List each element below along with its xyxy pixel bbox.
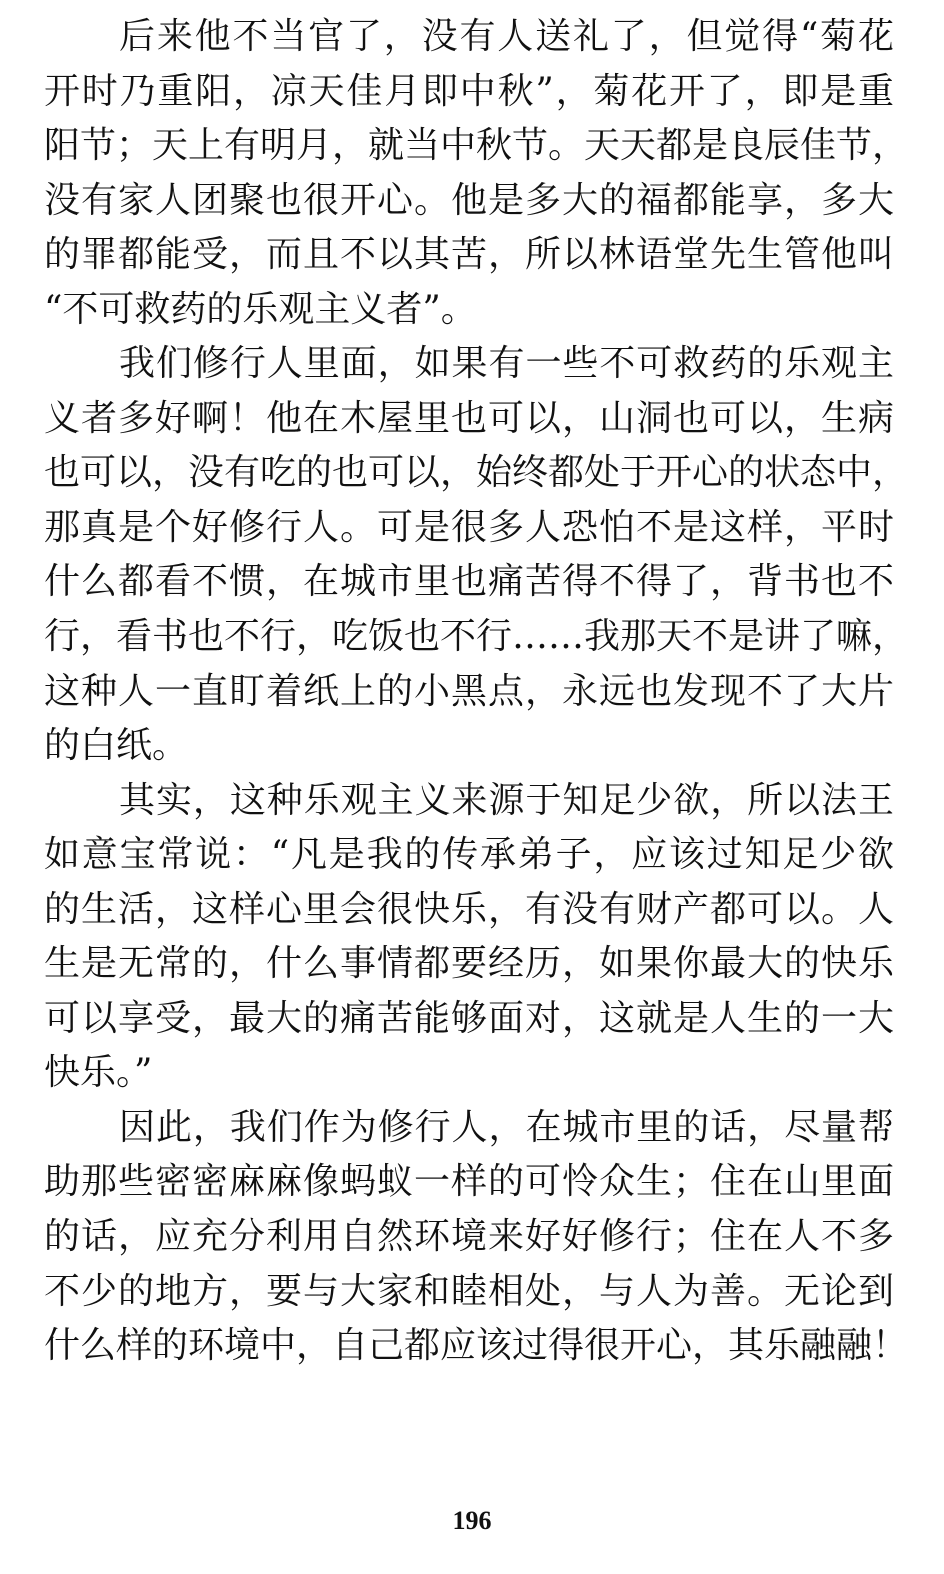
text-line: 可以享受，最大的痛苦能够面对，这就是人生的一大 <box>44 997 894 1039</box>
text-line: 如意宝常说：“凡是我的传承弟子，应该过知足少欲 <box>44 834 894 876</box>
text-line: 什么样的环境中，自己都应该过得很开心，其乐融融！ <box>44 1325 909 1367</box>
text-line: 生是无常的，什么事情都要经历，如果你最大的快乐 <box>44 943 894 985</box>
text-line: 没有家人团聚也很开心。他是多大的福都能享，多大 <box>44 179 894 221</box>
text-line: 后来他不当官了，没有人送礼了，但觉得“菊花 <box>119 16 894 57</box>
text-line: 不少的地方，要与大家和睦相处，与人为善。无论到 <box>44 1270 894 1312</box>
text-line: 的罪都能受，而且不以其苦，所以林语堂先生管他叫 <box>44 234 894 276</box>
paragraph-3 <box>44 774 894 1101</box>
paragraph-4 <box>44 1101 909 1374</box>
text-line: 的生活，这样心里会很快乐，有没有财产都可以。人 <box>44 888 894 930</box>
text-line: 行，看书也不行，吃饭也不行……我那天不是讲了嘛， <box>44 616 909 658</box>
text-line: 其实，这种乐观主义来源于知足少欲，所以法王 <box>119 779 894 821</box>
text-line: 我们修行人里面，如果有一些不可救药的乐观主 <box>119 343 894 385</box>
text-line: 助那些密密麻麻像蚂蚁一样的可怜众生；住在山里面 <box>44 1161 894 1203</box>
text-line: “不可救药的乐观主义者”。 <box>44 288 477 330</box>
text-line: 的话，应充分利用自然环境来好好修行；住在人不多 <box>44 1216 894 1258</box>
page-number: 196 <box>452 1506 492 1535</box>
text-line: 也可以，没有吃的也可以，始终都处于开心的状态中， <box>44 452 909 494</box>
paragraph-1 <box>44 10 909 337</box>
text-line: 因此，我们作为修行人，在城市里的话，尽量帮 <box>119 1106 894 1148</box>
text-line: 阳节；天上有明月，就当中秋节。天天都是良辰佳节， <box>44 125 909 167</box>
body-text <box>44 10 909 1374</box>
text-line: 的白纸。 <box>44 725 189 767</box>
text-line: 开时乃重阳，凉天佳月即中秋”，菊花开了，即是重 <box>44 70 894 112</box>
paragraph-2 <box>44 337 909 773</box>
text-line: 那真是个好修行人。可是很多人恐怕不是这样，平时 <box>44 506 894 548</box>
text-line: 义者多好啊！他在木屋里也可以，山洞也可以，生病 <box>44 397 894 439</box>
text-line: 什么都看不惯，在城市里也痛苦得不得了，背书也不 <box>44 561 894 603</box>
text-line: 这种人一直盯着纸上的小黑点，永远也发现不了大片 <box>44 670 894 712</box>
text-line: 快乐。” <box>44 1052 153 1094</box>
